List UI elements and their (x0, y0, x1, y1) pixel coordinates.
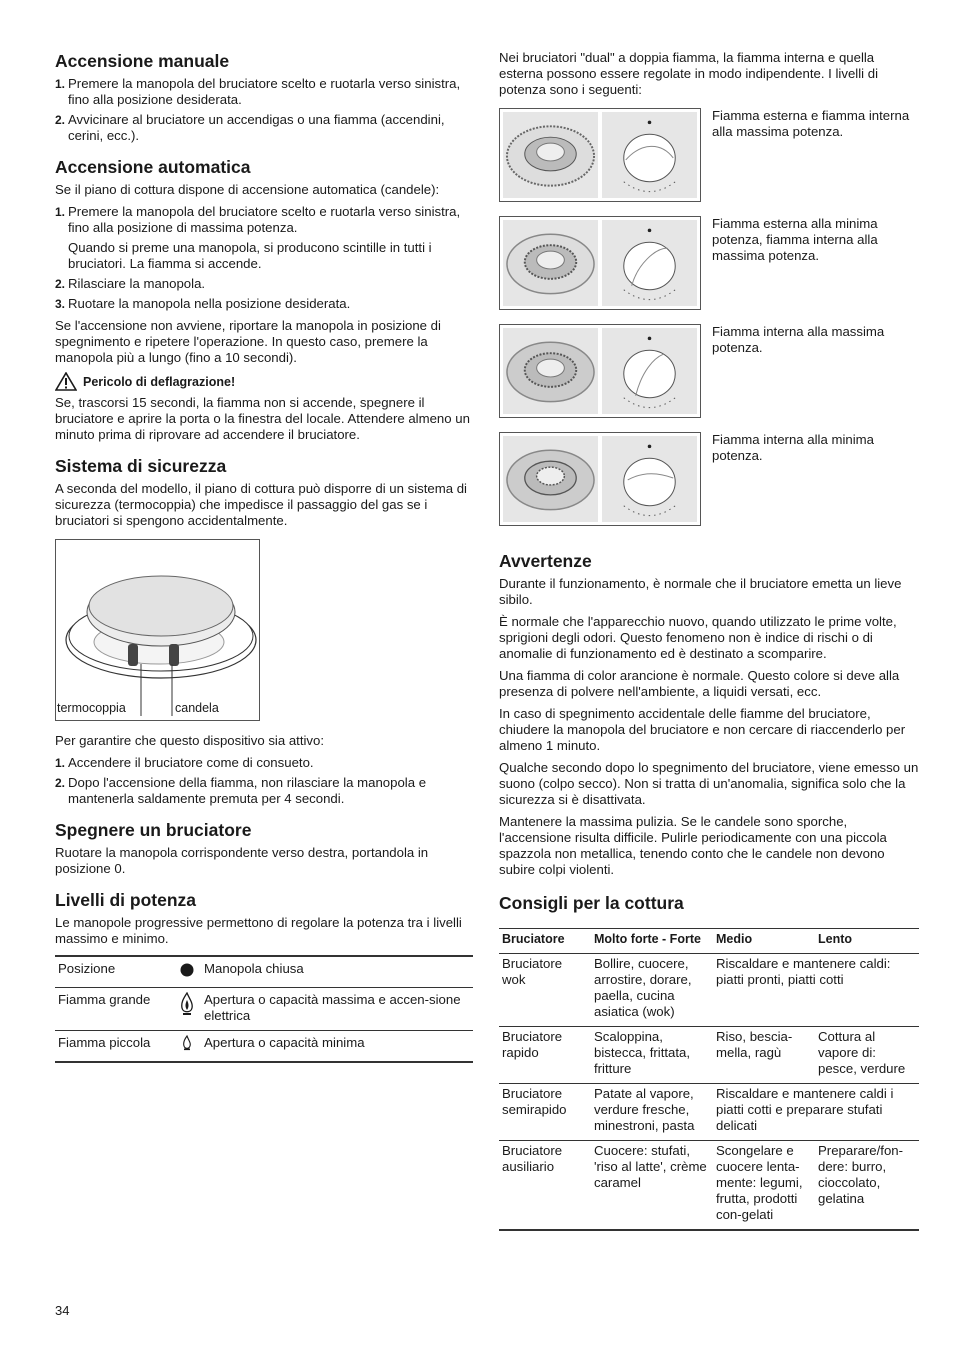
dual-level-row (499, 216, 919, 310)
knob-icon (602, 112, 697, 198)
burner-knob-image (499, 216, 701, 310)
large-flame-icon (180, 992, 194, 1016)
burner-off-text: Ruotare la manopola corrispondente verso destra, portandola in posizione 0. (55, 845, 429, 876)
burner-illustration (56, 540, 259, 720)
burner-knob-image (499, 432, 701, 526)
warning-paragraph: Qualche secondo dopo lo spegnimento del bruciatore, viene emesso un suono (colpo secco). Non si tratta di un'anomalia, significa solo che la sicurezza si è disattivata. (499, 760, 919, 807)
table-row: Fiamma grande Apertura o capacità massima e accen-sione elettrica (55, 988, 473, 1031)
safety-steps (55, 755, 473, 807)
burner-knob-image (499, 324, 701, 418)
right-column (499, 50, 919, 1231)
auto-ignition-steps (55, 204, 473, 312)
table-row: Bruciatore wok Bollire, cuocere, arrostire, dorare, paella, cucina asiatica (wok) Riscaldare e mantenere caldi: piatti pronti, piatti cotti (499, 954, 919, 1027)
safety-heading: Sistema di sicurezza (55, 456, 227, 476)
table-row: Posizione Manopola chiusa (55, 956, 473, 988)
warning-paragraph: Durante il funzionamento, è normale che il bruciatore emetta un lieve sibilo. (499, 576, 902, 607)
burner-icon (503, 436, 598, 522)
auto-ignition-fail-text: Se l'accensione non avviene, riportare la manopola in posizione di spegnimento e ripetere l'operazione. In questo caso, premere la manopola più a lungo (fino a 10 secondi). (55, 318, 441, 365)
auto-ignition-heading: Accensione automatica (55, 157, 251, 177)
table-row: Bruciatore ausiliario Cuocere: stufati, 'riso al latte', crème caramel Scongelare e cuocere lenta-mente: legumi, frutta, prodotti con-gelati Preparare/fon-dere: burro, cioccolato, gelatina (502, 1143, 904, 1222)
dual-level-row (499, 108, 919, 202)
burner-icon (503, 112, 598, 198)
cooking-tips-heading: Consigli per la cottura (499, 893, 684, 913)
cooking-tips-table (499, 928, 919, 1231)
thermocouple-label: termocoppia (57, 701, 126, 715)
power-levels-table (55, 955, 473, 1063)
safety-check-text: Per garantire che questo dispositivo sia attivo: (55, 733, 325, 748)
list-item: 3. Ruotare la manopola nella posizione desiderata. (55, 296, 351, 311)
dual-level-caption: Fiamma interna alla massima potenza. (712, 324, 885, 355)
warning-text: Se, trascorsi 15 secondi, la fiamma non si accende, spegnere il bruciatore e aprire la porta o la finestra del locale. Attendere almeno un minuto prima di riprovare ad accendere il bruciatore. (55, 395, 470, 442)
dual-level-row (499, 432, 919, 526)
auto-ignition-intro: Se il piano di cottura dispone di accensione automatica (candele): (55, 182, 440, 197)
dual-level-caption: Fiamma interna alla minima potenza. (712, 432, 874, 463)
list-item: 1. Premere la manopola del bruciatore scelto e ruotarla verso sinistra, fino alla posizione di massima potenza. Quando si preme una manopola, si producono scintille in tutti i bruciatori. La fiamma si accende. (55, 204, 473, 272)
warning-paragraph: Mantenere la massima pulizia. Se le candele sono sporche, l'accensione risulta difficile. Pulirle periodicamente con una piccola spazzola non metallica, tenendo conto che le candele non devono subire colpi violenti. (499, 814, 887, 877)
knob-icon (602, 436, 697, 522)
left-column (55, 50, 473, 1063)
knob-icon (602, 220, 697, 306)
burner-icon (503, 220, 598, 306)
manual-ignition-steps (55, 76, 473, 144)
table-row: Fiamma piccola Apertura o capacità minima (58, 1035, 365, 1050)
burner-off-heading: Spegnere un bruciatore (55, 820, 252, 840)
list-item: 1. Accendere il bruciatore come di consueto. (55, 755, 314, 770)
warning-paragraph: Una fiamma di color arancione è normale. Questo colore si deve alla presenza di polvere nell'ambiente, a liquidi versati, ecc. (499, 668, 900, 699)
knob-icon (602, 328, 697, 414)
list-item: 2. Avvicinare al bruciatore un accendigas o una fiamma (accendini, cerini, ecc.). (55, 112, 445, 143)
warning-paragraph: È normale che l'apparecchio nuovo, quando utilizzato le prime volte, sprigioni degli odori. Questo fenomeno non è indice di rischi o di anomalie di funzionamento ed è destinato a scomparire. (499, 614, 897, 661)
dual-level-caption: Fiamma esterna e fiamma interna alla massima potenza. (712, 108, 910, 139)
warning-triangle-icon (55, 372, 77, 391)
dual-level-caption: Fiamma esterna alla minima potenza, fiamma interna alla massima potenza. (712, 216, 878, 263)
table-header-row: Bruciatore Molto forte - Forte Medio Lento (499, 929, 919, 954)
spark-plug-label: candela (175, 701, 219, 715)
burner-icon (503, 328, 598, 414)
table-row: Bruciatore rapido Scaloppina, bistecca, frittata, fritture Riso, bescia-mella, ragù Cottura al vapore di: pesce, verdure (499, 1027, 919, 1084)
power-levels-heading: Livelli di potenza (55, 890, 196, 910)
closed-dot-icon (179, 961, 195, 977)
list-item: 1. Premere la manopola del bruciatore scelto e ruotarla verso sinistra, fino alla posizione desiderata. (55, 76, 461, 107)
safety-text: A seconda del modello, il piano di cottura può disporre di un sistema di sicurezza (termocoppia) che impedisce il passaggio del gas se i bruciatori si spengono accidentalmente. (55, 481, 467, 528)
power-levels-text: Le manopole progressive permettono di regolare la potenza tra i livelli massimo e minimo. (55, 915, 462, 946)
warning-paragraph: In caso di spegnimento accidentale delle fiamme del bruciatore, chiudere la manopola del bruciatore e non cercare di riaccenderlo per almeno 1 minuto. (499, 706, 906, 753)
warning-heading: Pericolo di deflagrazione! (55, 372, 473, 391)
dual-level-row (499, 324, 919, 418)
list-item: 2. Dopo l'accensione della fiamma, non rilasciare la manopola e mantenerla saldamente premuta per 4 secondi. (55, 775, 427, 806)
table-row: Bruciatore semirapido Patate al vapore, verdure fresche, minestroni, pasta Riscaldare e mantenere caldi i piatti cotti e preparare stufati delicati (499, 1084, 919, 1141)
page-number: 34 (55, 1303, 70, 1318)
warnings-heading: Avvertenze (499, 551, 592, 571)
burner-knob-image (499, 108, 701, 202)
auto-ignition-note: Quando si preme una manopola, si producono scintille in tutti i bruciatori. La fiamma si accende. (68, 240, 432, 271)
thermocouple-figure (55, 539, 260, 721)
list-item: 2. Rilasciare la manopola. (55, 276, 206, 291)
manual-ignition-heading: Accensione manuale (55, 51, 230, 71)
small-flame-icon (182, 1035, 192, 1051)
dual-burner-intro: Nei bruciatori "dual" a doppia fiamma, la fiamma interna e quella esterna possono essere regolate in modo indipendente. I livelli di potenza sono i seguenti: (499, 50, 879, 97)
